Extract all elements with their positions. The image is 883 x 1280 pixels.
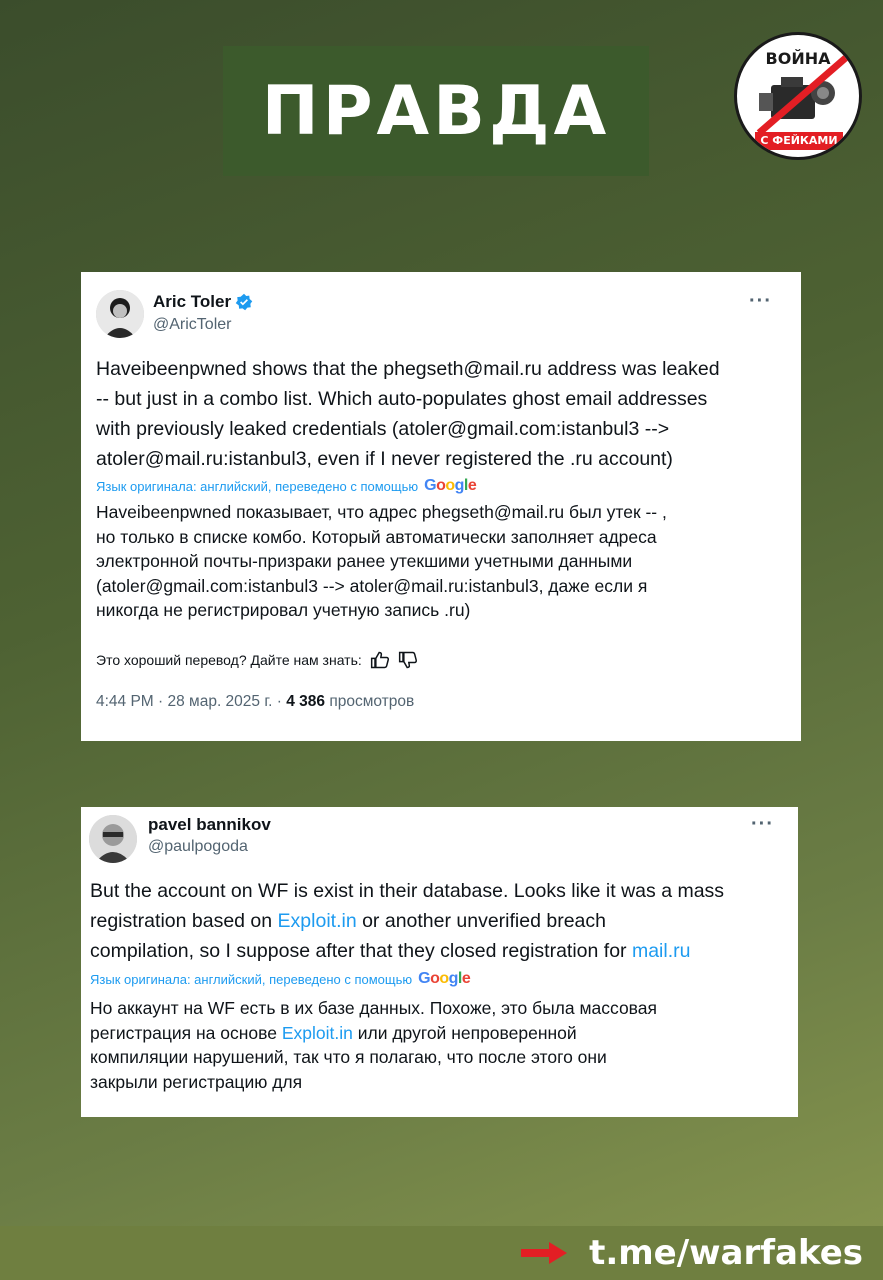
translated-text-line: но только в списке комбо. Который автоматически заполняет адреса bbox=[96, 526, 657, 547]
tweet-text-line bbox=[90, 906, 790, 936]
translated-text-line: Haveibeenpwned показывает, что адрес phegseth@mail.ru был утек -- , bbox=[96, 502, 667, 522]
tweet-card-aric-toler bbox=[81, 272, 801, 741]
tweet-text-segment: compilation, so I suppose after that they closed registration for bbox=[90, 940, 632, 962]
tweet-timestamp[interactable]: 4:44 PM · 28 мар. 2025 г. · bbox=[96, 693, 282, 710]
tweet-text-line: Haveibeenpwned shows that the phegseth@mail.ru address was leaked bbox=[96, 358, 720, 380]
tweet-text-line: with previously leaked credentials (atoler@gmail.com:istanbul3 --> bbox=[96, 418, 670, 440]
translated-text-line: компиляции нарушений, так что я полагаю, что после этого они bbox=[90, 1047, 607, 1067]
translated-text-line: закрыли регистрацию для bbox=[90, 1071, 303, 1092]
translated-text-line: Но аккаунт на WF есть в их базе данных. Похоже, это была массовая bbox=[90, 998, 657, 1018]
tweet-meta bbox=[96, 693, 414, 711]
feedback-prompt: Это хороший перевод? Дайте нам знать: bbox=[96, 652, 362, 668]
tweet-text-segment: or another unverified breach bbox=[356, 910, 606, 932]
tweet-text-line: But the account on WF is exist in their database. Looks like it was a mass bbox=[90, 880, 725, 902]
translated-text-line bbox=[90, 1021, 790, 1046]
translation-note-text: Язык оригинала: английский, переведено с помощью bbox=[90, 971, 413, 987]
mail-ru-link[interactable]: mail.ru bbox=[631, 940, 691, 962]
thumbs-down-icon[interactable] bbox=[398, 650, 418, 670]
tweet-text bbox=[90, 876, 790, 966]
tweet-text-line bbox=[90, 936, 790, 966]
views-label: просмотров bbox=[329, 693, 415, 710]
tweet-text bbox=[96, 354, 796, 474]
war-on-fakes-logo bbox=[734, 32, 862, 160]
author-name[interactable]: pavel bannikov bbox=[148, 815, 271, 834]
arrow-right-icon bbox=[521, 1240, 567, 1266]
translated-text-segment: или другой непроверенной bbox=[352, 1022, 577, 1043]
translation-note[interactable] bbox=[96, 477, 476, 495]
exploit-in-link[interactable]: Exploit.in bbox=[277, 910, 357, 932]
translated-text-line: (atoler@gmail.com:istanbul3 --> atoler@mail.ru:istanbul3, даже если я bbox=[96, 575, 648, 596]
title-banner bbox=[223, 46, 649, 176]
author-name-text: Aric Toler bbox=[153, 292, 232, 311]
verified-badge-icon bbox=[235, 293, 253, 311]
translation-note-text: Язык оригинала: английский, переведено с помощью bbox=[96, 478, 419, 494]
avatar[interactable] bbox=[89, 815, 137, 863]
author-name[interactable] bbox=[153, 292, 253, 312]
translated-text bbox=[90, 996, 790, 1094]
views-count: 4 386 bbox=[286, 693, 325, 710]
telegram-link[interactable]: t.me/warfakes bbox=[589, 1233, 863, 1273]
logo-top-text: ВОЙНА bbox=[765, 49, 831, 68]
tweet-card-pavel-bannikov bbox=[81, 807, 798, 1117]
translation-note[interactable] bbox=[90, 970, 470, 988]
author-handle[interactable]: @AricToler bbox=[153, 316, 232, 333]
more-options-icon[interactable]: ··· bbox=[751, 813, 774, 835]
logo-bottom-text: С ФЕЙКАМИ bbox=[755, 132, 843, 150]
exploit-in-link[interactable]: Exploit.in bbox=[281, 1022, 353, 1043]
author-handle[interactable]: @paulpogoda bbox=[148, 838, 248, 855]
tweet-text-segment: registration based on bbox=[90, 910, 278, 932]
tweet-text-line: -- but just in a combo list. Which auto-populates ghost email addresses bbox=[96, 388, 708, 410]
translated-text-line: никогда не регистрировал учетную запись .ru) bbox=[96, 600, 471, 620]
translated-text-line: электронной почты-призраки ранее утекшими учетными данными bbox=[96, 551, 633, 571]
thumbs-up-icon[interactable] bbox=[370, 650, 390, 670]
tweet-text-line: atoler@mail.ru:istanbul3, even if I never registered the .ru account) bbox=[96, 448, 673, 470]
more-options-icon[interactable]: ··· bbox=[749, 290, 772, 312]
google-logo: Google bbox=[424, 477, 477, 494]
translated-text-segment: регистрация на основе bbox=[90, 1022, 282, 1043]
translation-feedback bbox=[96, 650, 418, 670]
banner-title: ПРАВДА bbox=[261, 71, 611, 151]
google-logo: Google bbox=[418, 970, 471, 987]
translated-text bbox=[96, 500, 796, 623]
avatar[interactable] bbox=[96, 290, 144, 338]
footer-bar bbox=[0, 1226, 883, 1280]
